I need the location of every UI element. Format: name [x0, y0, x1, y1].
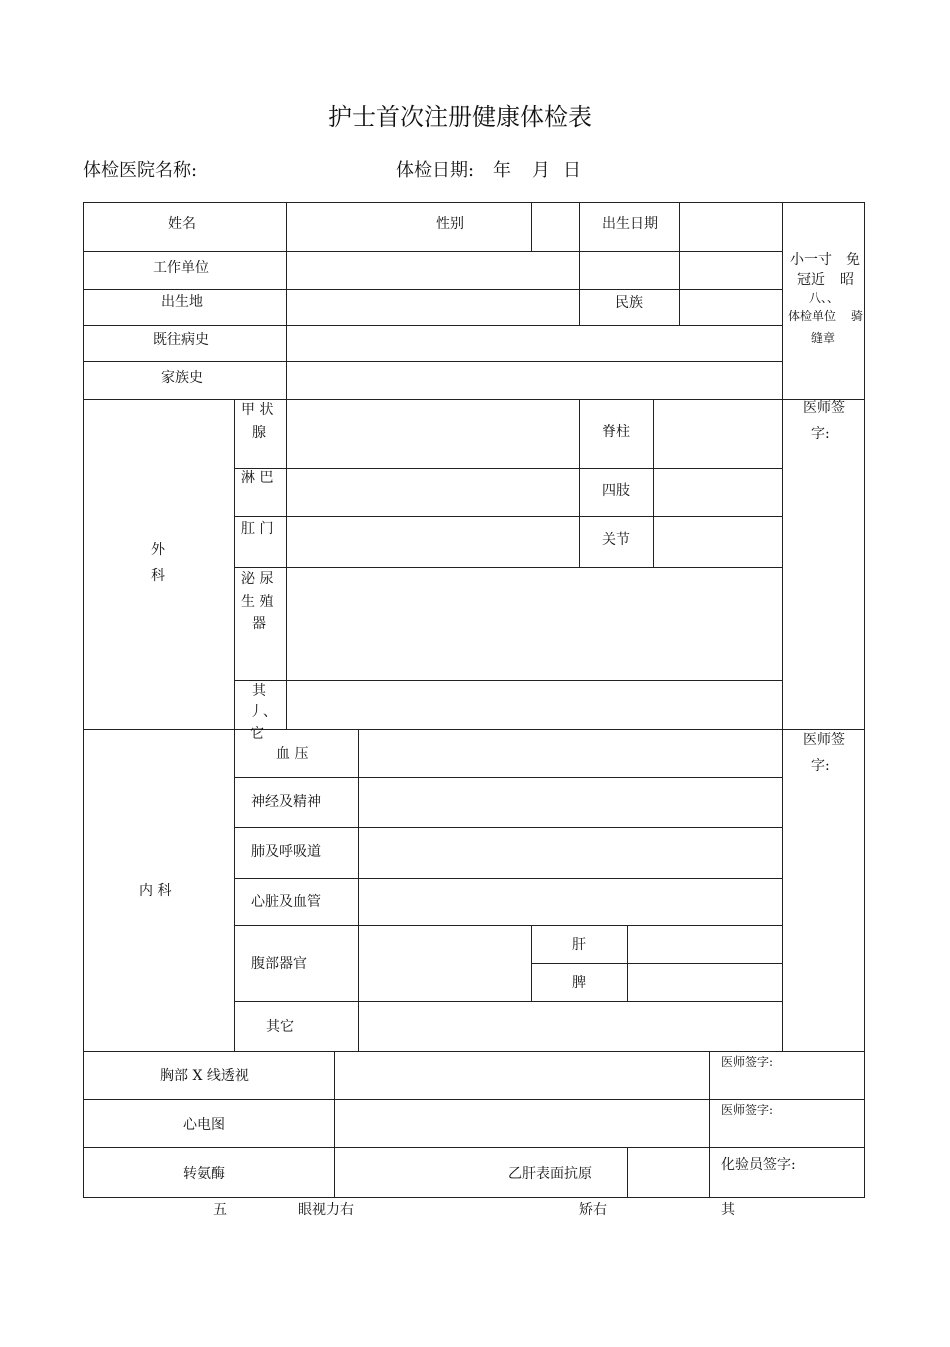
footer-text-4: 其: [721, 1202, 735, 1218]
lymph-label: 淋 巴: [241, 470, 274, 486]
urogenital-label-2: 生 殖: [241, 594, 274, 610]
date-year: 年: [493, 160, 511, 181]
liver-label: 肝: [572, 937, 586, 953]
thyroid-label-2: 腺: [252, 425, 266, 441]
past-history-label: 既往病史: [153, 332, 209, 348]
photo-note-line3: 八、、: [809, 291, 840, 305]
birth-date-label: 出生日期: [602, 216, 658, 232]
photo-note-line4a: 体检单位: [788, 309, 837, 323]
anus-label: 肛 门: [241, 521, 274, 537]
photo-note-line1b: 免: [846, 252, 860, 268]
urogenital-label-1: 泌 尿: [241, 571, 274, 587]
photo-note-line4b: 骑: [851, 309, 864, 323]
alt-label: 转氨酶: [183, 1166, 225, 1182]
surgery-doctor-sign-2: 字:: [811, 426, 830, 442]
urogenital-label-3: 器: [252, 616, 266, 632]
date-month: 月: [532, 160, 550, 181]
ecg-label: 心电图: [183, 1117, 225, 1133]
hospital-label: 体检医院名称:: [83, 160, 198, 181]
ecg-doctor-sign: 医师签字:: [721, 1103, 774, 1117]
neuro-label: 神经及精神: [251, 794, 321, 810]
surgery-other-label-3: 它: [250, 726, 264, 742]
date-label: 体检日期:: [396, 160, 475, 181]
xray-doctor-sign: 医师签字:: [721, 1055, 774, 1069]
surgery-other-label-1: 其: [252, 683, 266, 699]
footer-text-2: 眼视力右: [298, 1202, 354, 1218]
name-label: 姓名: [168, 216, 196, 232]
spleen-label: 脾: [572, 975, 586, 991]
photo-note-line2b: 昭: [840, 272, 854, 288]
surgery-section-label-2: 科: [151, 568, 165, 584]
internal-doctor-sign-2: 字:: [811, 758, 830, 774]
abdomen-label: 腹部器官: [251, 956, 307, 972]
hbsag-label: 乙肝表面抗原: [508, 1166, 592, 1182]
xray-label: 胸部 X 线透视: [160, 1068, 249, 1084]
footer-text-1: 五: [213, 1202, 227, 1218]
blood-pressure-label: 血 压: [276, 746, 309, 762]
thyroid-label-1: 甲 状: [241, 402, 274, 418]
lung-label: 肺及呼吸道: [251, 844, 321, 860]
limbs-label: 四肢: [602, 483, 630, 499]
photo-note-line5: 缝章: [811, 331, 836, 345]
heart-label: 心脏及血管: [251, 894, 321, 910]
surgery-other-label-2: 丿、: [249, 704, 277, 720]
family-history-label: 家族史: [161, 370, 203, 386]
ethnicity-label: 民族: [615, 295, 643, 311]
gender-label: 性别: [436, 216, 464, 232]
date-day: 日: [563, 160, 581, 181]
work-unit-label: 工作单位: [153, 260, 209, 276]
photo-note-line1a: 小一寸: [790, 252, 832, 268]
internal-other-label: 其它: [266, 1019, 294, 1035]
footer-text-3: 矫右: [579, 1202, 607, 1218]
birthplace-label: 出生地: [161, 294, 203, 310]
surgery-doctor-sign-1: 医师签: [803, 400, 845, 416]
lab-tech-sign: 化验员签字:: [721, 1157, 796, 1173]
photo-note-line2a: 冠近: [797, 272, 825, 288]
internal-doctor-sign-1: 医师签: [803, 732, 845, 748]
surgery-section-label-1: 外: [151, 542, 165, 558]
spine-label: 脊柱: [602, 424, 630, 440]
internal-section-label: 内 科: [139, 883, 172, 899]
joints-label: 关节: [602, 532, 630, 548]
page-title: 护士首次注册健康体检表: [328, 103, 592, 131]
